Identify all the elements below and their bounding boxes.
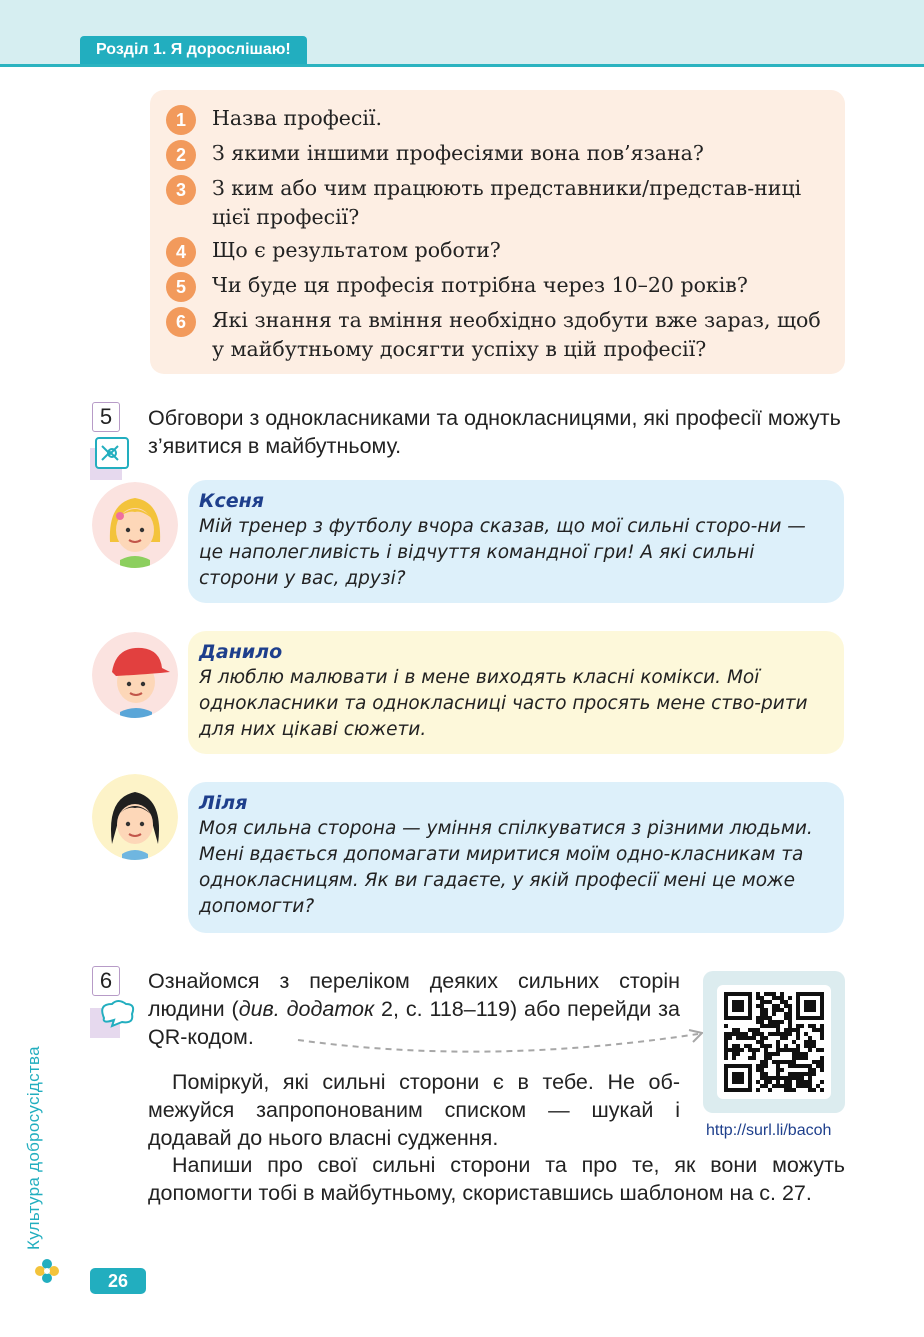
task6-p1-end: 2, с. 118–119) або перейди за QR-кодом.: [148, 997, 680, 1049]
question-text: Чи буде ця професія потрібна через 10–20 років?: [212, 273, 748, 297]
danylo-avatar: [92, 632, 178, 718]
question-item: [166, 174, 833, 232]
speaker-text: Моя сильна сторона — уміння спілкуватися з різними людьми. Мені вдається допомагати миритися моїм одно-класникам та однокласницям. Як ви гадаєте, у якій професії мені це може допомогти?: [199, 818, 813, 917]
question-item: [166, 104, 833, 135]
question-number: 1: [166, 105, 196, 135]
task6-paragraph-2: Поміркуй, які сильні сторони є в тебе. Не об-межуйся запропонованим списком — шукай і додавай до нього власні судження.: [148, 1070, 680, 1150]
task6-p1-start: Ознайомся з переліком деяких сильних сторін людини (: [148, 969, 680, 1021]
dialog-bubble-lilia: [188, 782, 844, 933]
question-number: 5: [166, 272, 196, 302]
question-text: Що є результатом роботи?: [212, 238, 501, 262]
speaker-text: Я люблю малювати і в мене виходять класні комікси. Мої однокласники та однокласниці часто просять мене ство-рити для них цікаві сюжети.: [199, 667, 808, 740]
task6-paragraph-3: Напиши про свої сильні сторони та про те, як вони можуть допомогти тобі в майбутньому, скориставшись шаблоном на с. 27.: [148, 1153, 845, 1205]
question-item: [166, 139, 833, 170]
qr-code-frame[interactable]: [717, 985, 831, 1099]
teamwork-hands-icon: [84, 434, 132, 484]
qr-code-icon[interactable]: [724, 992, 824, 1092]
task5-text: Обговори з однокласниками та однокласницями, які професії можуть з’явитися в майбутньому.: [148, 406, 841, 458]
question-item: [166, 271, 833, 302]
dialog-bubble-kseniia: [188, 480, 844, 603]
arrow-to-qr-icon: [296, 1026, 708, 1062]
question-item: [166, 306, 833, 364]
section-tab: Розділ 1. Я дорослішаю!: [80, 36, 307, 64]
page-number: 26: [90, 1268, 146, 1294]
question-item: [166, 236, 833, 267]
speaker-name: Ліля: [199, 792, 248, 814]
question-text: З ким або чим працюють представники/представ-ниці цієї професії?: [212, 176, 802, 229]
speaker-name: Ксеня: [199, 490, 265, 512]
question-number: 3: [166, 175, 196, 205]
task-number-5: 5: [92, 402, 120, 432]
question-text: Які знання та вміння необхідно здобути вже зараз, щоб у майбутньому досягти успіху в цій професії?: [212, 308, 821, 361]
task-number-6: 6: [92, 966, 120, 996]
question-text: Назва професії.: [212, 106, 382, 130]
dialog-bubble-danylo: [188, 631, 844, 754]
question-text: З якими іншими професіями вона пов’язана?: [212, 141, 704, 165]
speaker-text: Мій тренер з футболу вчора сказав, що мої сильні сторо-ни — це наполегливість і відчуття командної гри! А які сильні сторони у вас, друзі?: [199, 516, 806, 589]
sidebar-title: Культура добросусідства: [24, 1046, 43, 1250]
lilia-avatar: [92, 774, 178, 860]
qr-card: [703, 971, 845, 1113]
question-number: 2: [166, 140, 196, 170]
question-number: 6: [166, 307, 196, 337]
flower-logo-icon: [34, 1258, 60, 1284]
question-number: 4: [166, 237, 196, 267]
qr-url-link[interactable]: http://surl.li/bacoh: [706, 1122, 832, 1139]
questions-box: [150, 90, 845, 374]
task6-p1-appendix-ref: див. додаток: [238, 997, 375, 1021]
kseniia-avatar: [92, 482, 178, 568]
speech-cloud-icon: [84, 996, 136, 1044]
speaker-name: Данило: [199, 641, 283, 663]
